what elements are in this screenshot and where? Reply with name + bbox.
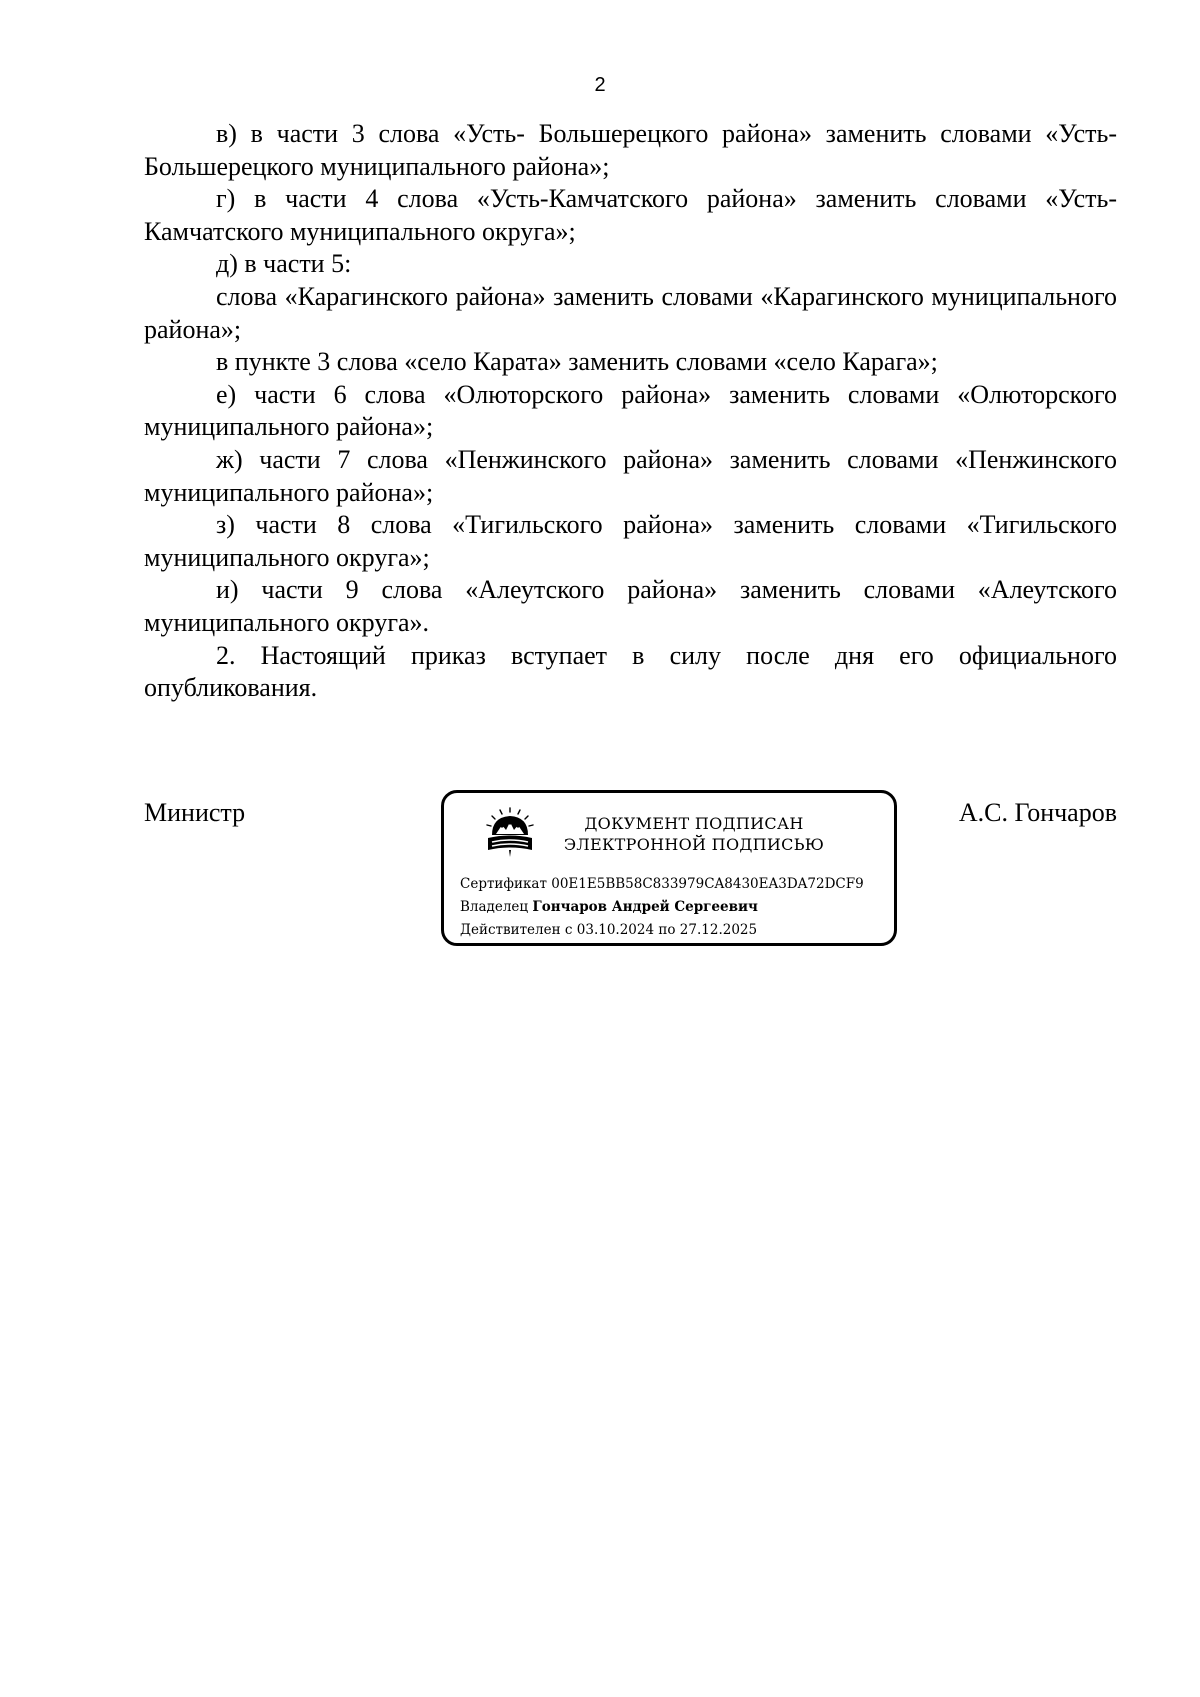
owner-value: Гончаров Андрей Сергеевич bbox=[532, 899, 758, 915]
paragraph-item-z: з) части 8 слова «Тигильского района» заменить словами «Тигильского муниципального округа»; bbox=[144, 510, 1117, 572]
validity-to-label: по bbox=[658, 922, 676, 938]
paragraph-item-zh: ж) части 7 слова «Пенжинского района» заменить словами «Пенжинского муниципального района»; bbox=[144, 444, 1117, 507]
kamchatka-emblem-icon bbox=[482, 805, 538, 861]
stamp-heading bbox=[549, 813, 839, 855]
paragraph-item-v: в) в части 3 слова «Усть- Большерецкого района» заменить словами «Усть-Большерецкого муниципального района»; bbox=[144, 119, 1117, 181]
certificate-label: Сертификат bbox=[460, 876, 547, 892]
stamp-owner-row bbox=[460, 896, 864, 919]
paragraph-effective-date: 2. Настоящий приказ вступает в силу после дня его официального опубликования. bbox=[144, 640, 1117, 703]
validity-label: Действителен с bbox=[460, 922, 573, 938]
signer-name: А.С. Гончаров bbox=[958, 798, 1117, 827]
electronic-signature-stamp bbox=[441, 790, 897, 946]
document-body bbox=[144, 118, 1117, 705]
page-number: 2 bbox=[594, 74, 606, 96]
stamp-certificate-row bbox=[460, 873, 864, 896]
valid-to-date: 27.12.2025 bbox=[679, 922, 758, 938]
stamp-heading-line1: ДОКУМЕНТ ПОДПИСАН bbox=[584, 814, 804, 833]
certificate-value: 00E1E5BB58C833979CA8430EA3DA72DCF9 bbox=[551, 876, 864, 892]
signer-position: Министр bbox=[144, 798, 246, 827]
paragraph-item-i: и) части 9 слова «Алеутского района» заменить словами «Алеутского муниципального округа». bbox=[144, 575, 1117, 637]
paragraph-item-d-words: слова «Карагинского района» заменить словами «Карагинского муниципального района»; bbox=[144, 281, 1117, 344]
valid-from-date: 03.10.2024 bbox=[576, 922, 655, 938]
paragraph-item-g: г) в части 4 слова «Усть-Камчатского района» заменить словами «Усть-Камчатского муниципального округа»; bbox=[144, 184, 1117, 246]
owner-label: Владелец bbox=[460, 899, 529, 915]
stamp-validity-row bbox=[460, 919, 864, 942]
paragraph-item-e: е) части 6 слова «Олюторского района» заменить словами «Олюторского муниципального района»; bbox=[144, 379, 1117, 442]
signature-block bbox=[144, 790, 1117, 960]
stamp-details bbox=[460, 873, 864, 942]
paragraph-item-d-point3: в пункте 3 слова «село Карата» заменить словами «село Карага»; bbox=[216, 347, 938, 377]
paragraph-item-d: д) в части 5: bbox=[216, 249, 352, 279]
stamp-heading-line2: ЭЛЕКТРОННОЙ ПОДПИСЬЮ bbox=[563, 835, 825, 854]
